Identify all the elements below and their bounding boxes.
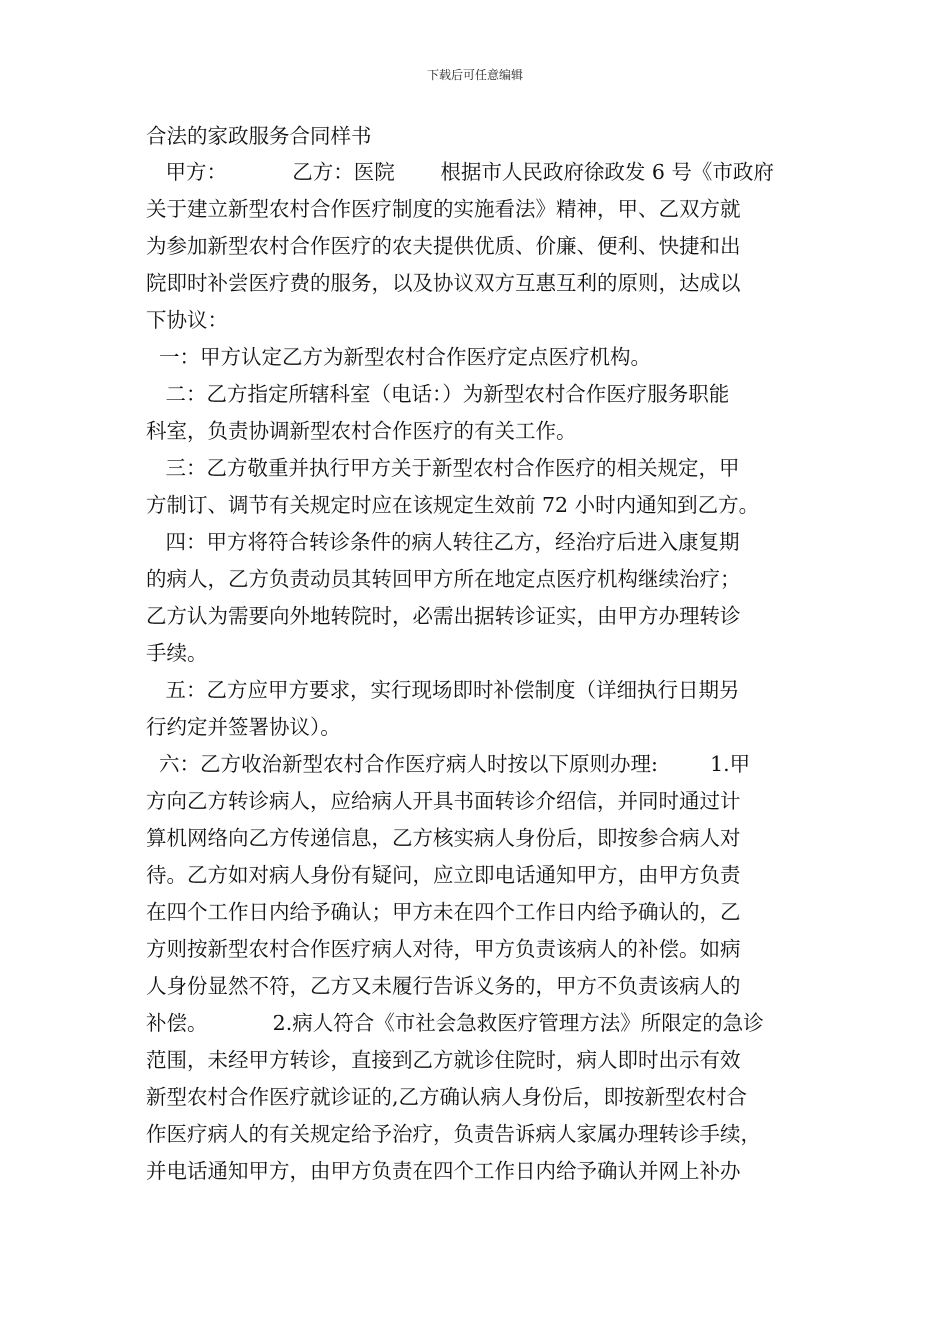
document-line: 范围，未经甲方转诊，直接到乙方就诊住院时，病人即时出示有效: [146, 1048, 741, 1072]
document-line: 二：乙方指定所辖科室（电话：）为新型农村合作医疗服务职能: [146, 382, 730, 406]
document-line: 关于建立新型农村合作医疗制度的实施看法》精神，甲、乙双方就: [146, 197, 741, 221]
document-line: 的病人，乙方负责动员其转回甲方所在地定点医疗机构继续治疗；: [146, 567, 741, 591]
document-line: 方制订、调节有关规定时应在该规定生效前 72 小时内通知到乙方。: [146, 493, 760, 517]
page-header-note: 下载后可任意编辑: [426, 68, 523, 82]
document-line: 方向乙方转诊病人，应给病人开具书面转诊介绍信，并同时通过计: [146, 789, 741, 813]
document-line: 补偿。 2.病人符合《市社会急救医疗管理方法》所限定的急诊: [146, 1011, 764, 1035]
document-line: 乙方认为需要向外地转院时，必需出据转诊证实，由甲方办理转诊: [146, 604, 741, 628]
document-line: 新型农村合作医疗就诊证的,乙方确认病人身份后，即按新型农村合: [146, 1085, 748, 1109]
document-line: 作医疗病人的有关规定给予治疗，负责告诉病人家属办理转诊手续，: [146, 1122, 761, 1146]
document-line: 下协议：: [146, 308, 228, 332]
document-line: 一：甲方认定乙方为新型农村合作医疗定点医疗机构。: [146, 345, 652, 369]
document-line: 院即时补尝医疗费的服务，以及协议双方互惠互利的原则，达成以: [146, 271, 741, 295]
document-text: [146, 154, 814, 1190]
document-line: 四：甲方将符合转诊条件的病人转往乙方，经治疗后进入康复期: [146, 530, 740, 554]
document-line: 算机网络向乙方传递信息，乙方核实病人身份后，即按参合病人对: [146, 826, 741, 850]
document-line: 五：乙方应甲方要求，实行现场即时补偿制度（详细执行日期另: [146, 678, 740, 702]
document-line: 在四个工作日内给予确认；甲方未在四个工作日内给予确认的，乙: [146, 900, 741, 924]
document-body: [146, 118, 814, 1190]
document-line: 甲方： 乙方：医院 根据市人民政府徐政发 6 号《市政府: [146, 160, 774, 184]
document-line: 手续。: [146, 641, 208, 665]
document-line: 方则按新型农村合作医疗病人对待，甲方负责该病人的补偿。如病: [146, 937, 741, 961]
document-line: 并电话通知甲方，由甲方负责在四个工作日内给予确认并网上补办: [146, 1159, 741, 1183]
document-line: 为参加新型农村合作医疗的农夫提供优质、价廉、便利、快捷和出: [146, 234, 741, 258]
document-line: 三：乙方敬重并执行甲方关于新型农村合作医疗的相关规定，甲: [146, 456, 740, 480]
document-line: 六：乙方收治新型农村合作医疗病人时按以下原则办理: 1.甲: [146, 752, 751, 776]
document-line: 待。乙方如对病人身份有疑问，应立即电话通知甲方，由甲方负责: [146, 863, 741, 887]
document-line: 科室，负责协调新型农村合作医疗的有关工作。: [146, 419, 577, 443]
document-line: 行约定并签署协议）。: [146, 715, 341, 739]
document-title: 合法的家政服务合同样书: [146, 124, 372, 148]
document-line: 人身份显然不符，乙方又未履行告诉义务的，甲方不负责该病人的: [146, 974, 741, 998]
